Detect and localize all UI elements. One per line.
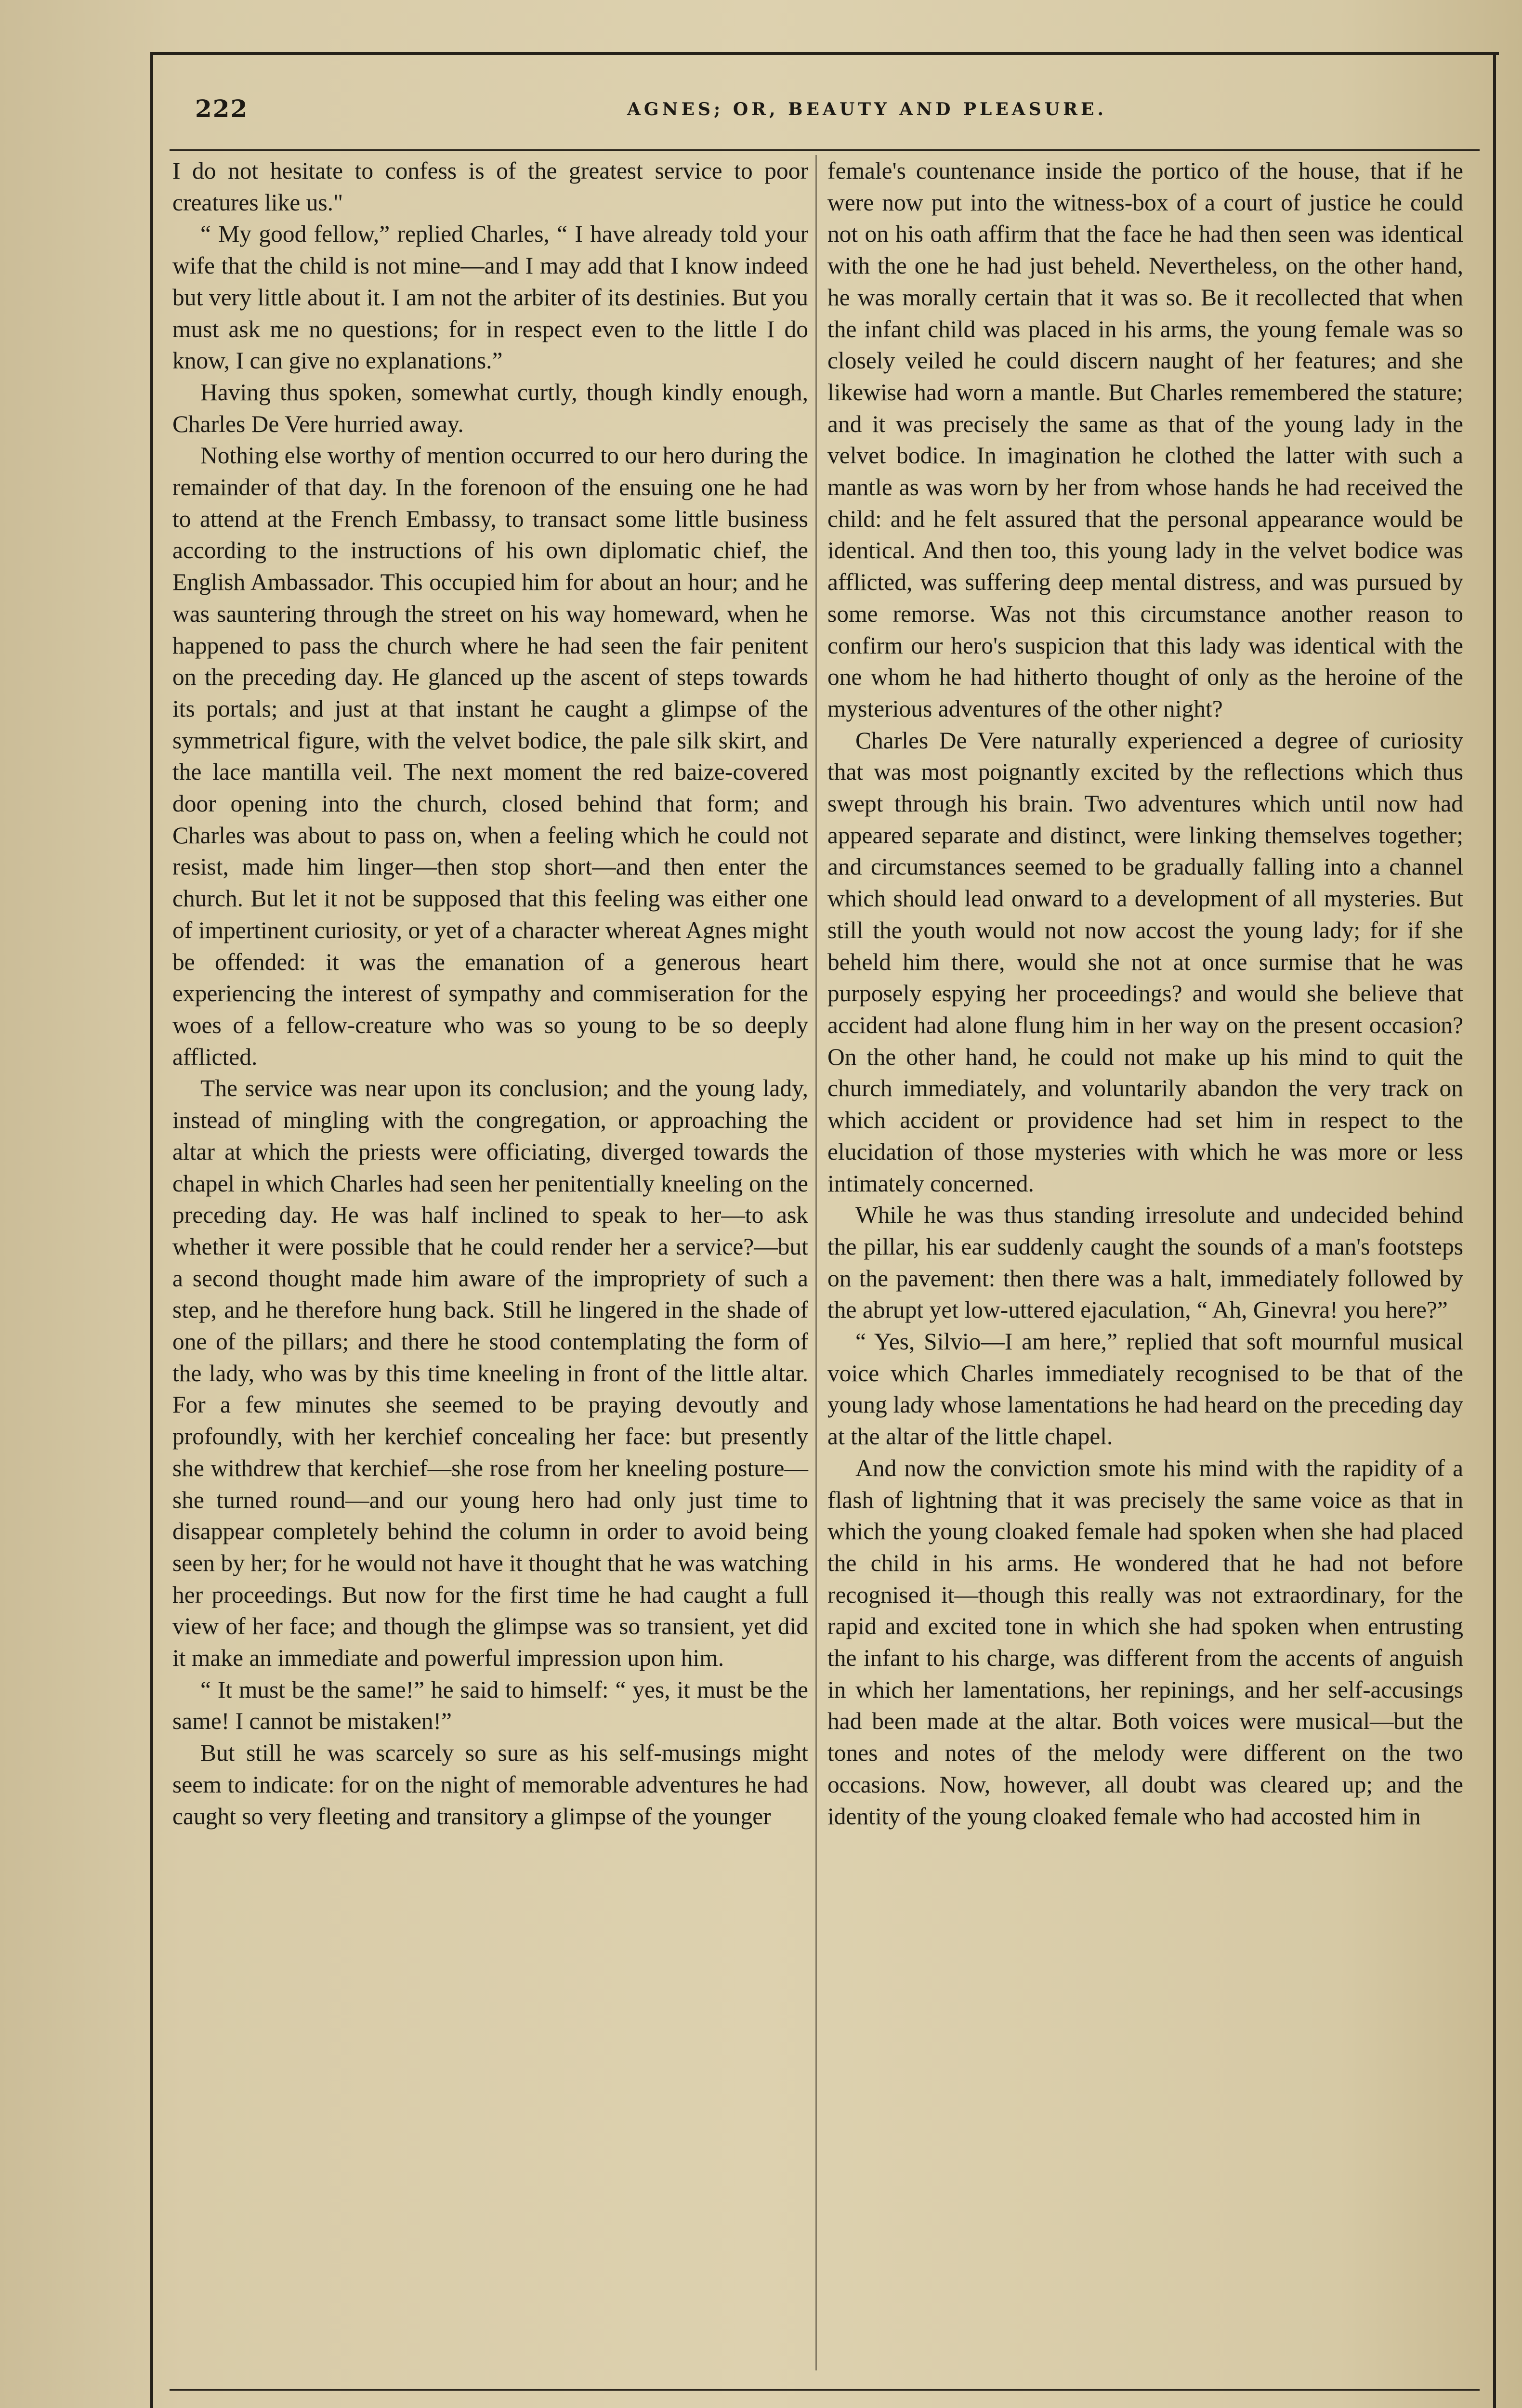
page-border-left bbox=[150, 52, 153, 2408]
paragraph: The service was near upon its conclusion; and the young lady, instead of mingling with the congregation, or approaching the altar at which the priests were officiating, diverged towards the chapel in which Charles had seen her penitentially kneeling on the preceding day. He was half inclined to speak to her—to ask whether it were possible that he could render her a service?—but a second thought made him aware of the impropriety of such a step, and he therefore hung back. Still he lingered in the shade of one of the pillars; and there he stood contemplating the form of the lady, who was by this time kneeling in front of the little altar. For a few minutes she seemed to be praying devoutly and profoundly, with her kerchief concealing her face: but presently she withdrew that kerchief—she rose from her kneeling posture—she turned round—and our young hero had only just time to disappear completely behind the column in order to avoid being seen by her; for he would not have it thought that he was watching her proceedings. But now for the first time he had caught a full view of her face; and though the glimpse was so transient, yet did it make an immediate and powerful impression upon him. bbox=[172, 1075, 808, 1672]
running-head: AGNES; OR, BEAUTY AND PLEASURE. bbox=[627, 99, 1107, 119]
page-number: 222 bbox=[195, 94, 249, 123]
page-border-top bbox=[150, 52, 1499, 55]
paragraph: “ It must be the same!” he said to himself: “ yes, it must be the same! I cannot be mistaken!” bbox=[172, 1676, 808, 1735]
footer-rule bbox=[170, 2389, 1480, 2391]
left-column bbox=[172, 155, 808, 1832]
paragraph: female's countenance inside the portico of the house, that if he were now put into the witness-box of a court of justice he could not on his oath affirm that the face he had then seen was identical with the one he had just beheld. Nevertheless, on the other hand, he was morally certain that it was so. Be it recollected that when the infant child was placed in his arms, the young female was so closely veiled he could discern naught of her features; and she likewise had worn a mantle. But Charles remembered the stature; and it was precisely the same as that of the young lady in the velvet bodice. In imagination he clothed the latter with such a mantle as was worn by her from whose hands he had received the child: and he felt assured that the personal appearance would be identical. And then too, this young lady in the velvet bodice was afflicted, was suffering deep mental distress, and was pursued by some remorse. Was not this circumstance another reason to confirm our hero's suspicion that this lady was identical with the one whom he had hitherto thought of only as the heroine of the mysterious adventures of the other night? bbox=[827, 157, 1463, 722]
paragraph: And now the conviction smote his mind with the rapidity of a flash of lightning that it was precisely the same voice as that in which the young cloaked female had spoken when she had placed the child in his arms. He wondered that he had not before recognised it—though this really was not extraordinary, for the rapid and excited tone in which she had spoken when entrusting the infant to his charge, was different from the accents of anguish in which her lamentations, her repinings, and her self-accusings had been made at the altar. Both voices were musical—but the tones and notes of the melody were different on the two occasions. Now, however, all doubt was cleared up; and the identity of the young cloaked female who had accosted him in bbox=[827, 1454, 1463, 1830]
column-divider bbox=[815, 155, 817, 2370]
header-rule bbox=[170, 149, 1480, 151]
paragraph: “ Yes, Silvio—I am here,” replied that soft mournful musical voice which Charles immediately recognised to be that of the young lady whose lamentations he had heard on the preceding day at the altar of the little chapel. bbox=[827, 1328, 1463, 1450]
paragraph: Charles De Vere naturally experienced a degree of curiosity that was most poignantly excited by the reflections which thus swept through his brain. Two adventures which until now had appeared separate and distinct, were linking themselves together; and circumstances seemed to be gradually falling into a channel which should lead onward to a development of all mysteries. But still the youth would not now accost the young lady; for if she beheld him there, would she not at once surmise that he was purposely espying her proceedings? and would she believe that accident had alone flung him in her way on the present occasion? On the other hand, he could not make up his mind to quit the church immediately, and voluntarily abandon the very track on which accident or providence had set him in respect to the elucidation of those mysteries with which he was more or less intimately concerned. bbox=[827, 727, 1463, 1197]
paragraph: I do not hesitate to confess is of the greatest service to poor creatures like us." bbox=[172, 157, 808, 216]
paragraph: But still he was scarcely so sure as his self-musings might seem to indicate: for on the night of memorable adventures he had caught so very fleeting and transitory a glimpse of the younger bbox=[172, 1740, 808, 1830]
paragraph: Having thus spoken, somewhat curtly, though kindly enough, Charles De Vere hurried away. bbox=[172, 379, 808, 437]
paragraph: Nothing else worthy of mention occurred to our hero during the remainder of that day. In the forenoon of the ensuing one he had to attend at the French Embassy, to transact some little business according to the instructions of his own diplomatic chief, the English Ambassador. This occupied him for about an hour; and he was sauntering through the street on his way homeward, when he happened to pass the church where he had seen the fair penitent on the preceding day. He glanced up the ascent of steps towards its portals; and just at that instant he caught a glimpse of the symmetrical figure, with the velvet bodice, the pale silk skirt, and the lace mantilla veil. The next moment the red baize-covered door opening into the church, closed behind that form; and Charles was about to pass on, when a feeling which he could not resist, made him linger—then stop short—and then enter the church. But let it not be supposed that this feeling was either one of impertinent curiosity, or yet of a character whereat Agnes might be offended: it was the emanation of a generous heart experiencing the interest of sympathy and commiseration for the woes of a fellow-creature who was so young to be so deeply afflicted. bbox=[172, 442, 808, 1070]
paragraph: While he was thus standing irresolute and undecided behind the pillar, his ear suddenly caught the sounds of a man's footsteps on the pavement: then there was a halt, immediately followed by the abrupt yet low-uttered ejaculation, “ Ah, Ginevra! you here?” bbox=[827, 1202, 1463, 1323]
page-border-right bbox=[1493, 52, 1496, 2408]
paragraph: “ My good fellow,” replied Charles, “ I have already told your wife that the child is not mine—and I may add that I know indeed but very little about it. I am not the arbiter of its destinies. But you must ask me no questions; for in respect even to the little I do know, I can give no explanations.” bbox=[172, 221, 808, 374]
right-column bbox=[827, 155, 1463, 1832]
